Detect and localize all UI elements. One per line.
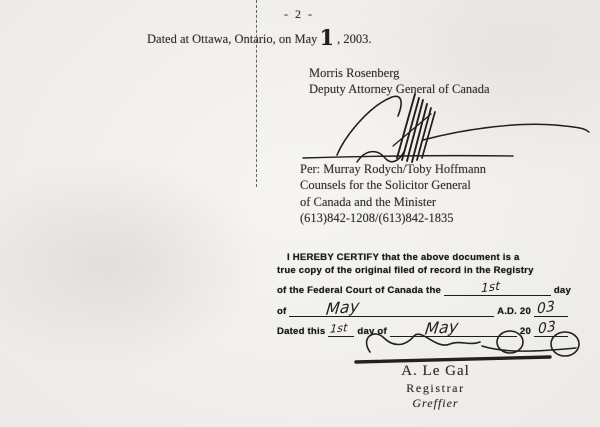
registry-day-blank xyxy=(444,278,551,296)
handwritten-dated-day: 1st xyxy=(329,321,349,337)
dated-line xyxy=(147,25,372,50)
handwritten-dated-month: May xyxy=(424,316,461,339)
stamp-line2: true copy of the original filed of record in the Registry xyxy=(277,264,534,276)
registrar-title-en: Registrar xyxy=(406,381,465,395)
per-line: Per: Murray Rodych/Toby Hoffmann xyxy=(300,162,487,176)
stamp-line4-label: A.D. 20 xyxy=(497,306,531,318)
handwritten-registry-day: 1st xyxy=(481,278,501,296)
counsel-line2: Counsels for the Solicitor General xyxy=(300,178,471,193)
stamp-line5-prefix: Dated this xyxy=(277,326,326,338)
stamp-line4-prefix: of xyxy=(277,306,287,318)
stamp-line1: I HEREBY CERTIFY that the above document is a xyxy=(287,252,520,263)
handwritten-registry-year: 03 xyxy=(537,298,556,318)
signatory-title: Deputy Attorney General of Canada xyxy=(309,81,490,96)
stamp-line3 xyxy=(277,278,571,297)
handwritten-registry-month: May xyxy=(325,296,361,320)
registrar-title-fr: Greffier xyxy=(412,396,459,410)
registrar-block xyxy=(358,363,513,411)
stamp-line5-mid: day of xyxy=(357,326,387,338)
stamp-line4 xyxy=(277,296,571,320)
registry-year-blank xyxy=(534,298,568,318)
counsel-phone-line: (613)842-1208/(613)842-1835 xyxy=(300,210,454,225)
counsel-line3: of Canada and the Minister xyxy=(300,194,437,209)
handwritten-dated-year: 03 xyxy=(538,318,557,338)
handwritten-day-numeral: 1 xyxy=(319,25,335,50)
dated-day-blank xyxy=(328,321,354,337)
dated-line-prefix: Dated at Ottawa, Ontario, on May xyxy=(147,32,318,46)
registry-month-blank xyxy=(289,296,494,320)
signatory-name: Morris Rosenberg xyxy=(309,66,400,80)
stamp-line3-suffix: day xyxy=(553,285,571,297)
stamp-line3-prefix: of the Federal Court of Canada the xyxy=(277,285,442,297)
page-number: - 2 - xyxy=(284,7,314,21)
signature-scribble xyxy=(293,88,595,166)
paper-fold-line xyxy=(256,0,257,187)
stamp-line5-year-label: 20 xyxy=(519,326,531,338)
registrar-name: A. Le Gal xyxy=(401,363,470,379)
counsel-block xyxy=(300,161,486,226)
registrar-signature-scribble xyxy=(352,322,588,368)
dated-line-suffix: , 2003. xyxy=(337,32,372,46)
